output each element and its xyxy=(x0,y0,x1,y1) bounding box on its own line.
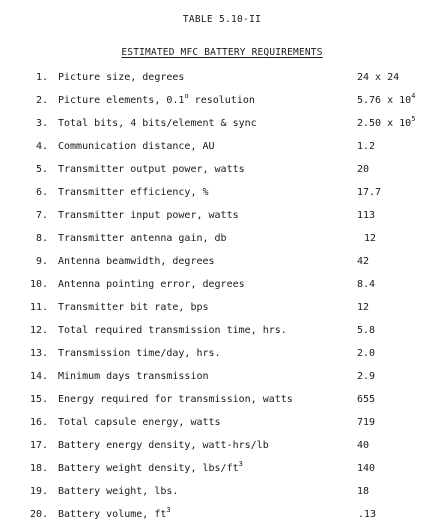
row-label-text: Battery weight density, lbs/ft xyxy=(58,463,239,474)
row-value-text: 18 xyxy=(357,486,370,497)
row-value-text: 1.2 xyxy=(357,141,376,152)
row-value-exponent: 4 xyxy=(411,92,416,100)
row-value-text: 24 x 24 xyxy=(357,72,400,83)
row-value xyxy=(357,486,369,497)
row-label xyxy=(58,118,257,129)
row-number: 20. xyxy=(29,509,48,520)
row-value xyxy=(357,325,375,336)
row-label xyxy=(58,325,287,336)
row-number: 2. xyxy=(35,95,48,106)
row-label xyxy=(58,256,215,267)
row-value-text: 5.76 x 10 xyxy=(357,95,412,106)
row-label-text: Battery volume, ft xyxy=(58,509,167,520)
row-label xyxy=(58,417,221,428)
row-number: 9. xyxy=(35,256,48,267)
row-number: 15. xyxy=(29,394,48,405)
row-label xyxy=(58,394,293,405)
row-number: 10. xyxy=(29,279,48,290)
row-label-text: Minimum days transmission xyxy=(58,371,209,382)
table-row xyxy=(0,440,444,463)
row-number: 11. xyxy=(29,302,48,313)
row-label-text: Total required transmission time, hrs. xyxy=(58,325,287,336)
row-value-text: 17.7 xyxy=(357,187,382,198)
row-number: 19. xyxy=(29,486,48,497)
row-value-text: 2.0 xyxy=(357,348,376,359)
table-row xyxy=(0,506,444,532)
row-number: 3. xyxy=(35,118,48,129)
row-value xyxy=(357,187,381,198)
row-value xyxy=(357,72,399,83)
row-label-text: Total capsule energy, watts xyxy=(58,417,221,428)
table-row xyxy=(0,115,444,141)
table-row xyxy=(0,279,444,302)
row-number: 16. xyxy=(29,417,48,428)
table-row xyxy=(0,187,444,210)
row-value xyxy=(357,302,369,313)
row-label xyxy=(58,440,269,451)
row-label-text: Total bits, 4 bits/element & sync xyxy=(58,118,257,129)
row-label xyxy=(58,92,255,106)
table-row xyxy=(0,72,444,95)
row-value-text: 20 xyxy=(357,164,370,175)
row-value-text: 2.50 x 10 xyxy=(357,118,412,129)
table-row xyxy=(0,233,444,256)
table-row xyxy=(0,302,444,325)
row-value xyxy=(357,371,375,382)
row-value xyxy=(357,279,375,290)
row-number: 13. xyxy=(29,348,48,359)
table-row xyxy=(0,164,444,187)
row-value-text: 719 xyxy=(357,417,376,428)
row-label xyxy=(58,187,209,198)
row-number: 12. xyxy=(29,325,48,336)
row-label xyxy=(58,302,209,313)
row-label-text: Picture size, degrees xyxy=(58,72,185,83)
row-label xyxy=(58,460,243,474)
table-row xyxy=(0,141,444,164)
row-label xyxy=(58,371,209,382)
table-title xyxy=(0,47,444,58)
row-label-text: Battery energy density, watt-hrs/lb xyxy=(58,440,269,451)
row-value xyxy=(358,509,376,520)
row-value-text: 40 xyxy=(357,440,370,451)
row-number: 6. xyxy=(35,187,48,198)
row-value-text: 113 xyxy=(357,210,376,221)
row-label xyxy=(58,506,171,520)
row-label-text: Transmitter output power, watts xyxy=(58,164,245,175)
row-value xyxy=(357,417,375,428)
table-row xyxy=(0,256,444,279)
row-number: 17. xyxy=(29,440,48,451)
row-value-text: 655 xyxy=(357,394,376,405)
row-label-superscript: 3 xyxy=(238,460,243,468)
row-label-text: Transmission time/day, hrs. xyxy=(58,348,221,359)
row-label-text: Communication distance, AU xyxy=(58,141,215,152)
row-label-text: Transmitter efficiency, % xyxy=(58,187,209,198)
row-value-text: 8.4 xyxy=(357,279,376,290)
row-value xyxy=(357,348,375,359)
row-value xyxy=(364,233,376,244)
row-value xyxy=(357,463,375,474)
row-number: 1. xyxy=(35,72,48,83)
row-label xyxy=(58,233,227,244)
row-value xyxy=(357,394,375,405)
table-number: TABLE 5.10-II xyxy=(182,14,262,25)
row-value xyxy=(357,210,375,221)
row-value-text: 5.8 xyxy=(357,325,376,336)
table-row xyxy=(0,460,444,486)
table-row xyxy=(0,92,444,118)
row-label-text: Transmitter antenna gain, db xyxy=(58,233,227,244)
table-row xyxy=(0,371,444,394)
table-row xyxy=(0,486,444,509)
row-label-text: Transmitter input power, watts xyxy=(58,210,239,221)
row-value-text: 12 xyxy=(357,302,370,313)
row-label-text: Picture elements, 0.1 xyxy=(58,95,185,106)
row-value-text: 12 xyxy=(364,233,377,244)
row-label-superscript: o xyxy=(184,92,189,100)
row-label-text: Energy required for transmission, watts xyxy=(58,394,293,405)
table-row xyxy=(0,417,444,440)
row-label xyxy=(58,210,239,221)
row-label xyxy=(58,141,215,152)
row-label-text: Transmitter bit rate, bps xyxy=(58,302,209,313)
row-value xyxy=(357,440,369,451)
row-label-suffix: resolution xyxy=(188,95,255,106)
requirements-list xyxy=(0,72,444,532)
row-value xyxy=(357,141,375,152)
row-label-text: Battery weight, lbs. xyxy=(58,486,179,497)
row-label-superscript: 3 xyxy=(166,506,171,514)
row-number: 14. xyxy=(29,371,48,382)
row-label xyxy=(58,348,221,359)
row-number: 18. xyxy=(29,463,48,474)
table-row xyxy=(0,210,444,233)
table-row xyxy=(0,394,444,417)
row-value-exponent: 5 xyxy=(411,115,416,123)
row-value-text: 42 xyxy=(357,256,370,267)
row-number: 8. xyxy=(35,233,48,244)
row-value xyxy=(357,164,369,175)
row-value-text: 2.9 xyxy=(357,371,376,382)
row-value-text: 140 xyxy=(357,463,376,474)
row-value-text: .13 xyxy=(358,509,377,520)
table-row xyxy=(0,325,444,348)
row-value xyxy=(357,115,416,129)
row-label xyxy=(58,72,184,83)
row-label-text: Antenna pointing error, degrees xyxy=(58,279,245,290)
row-number: 4. xyxy=(35,141,48,152)
row-number: 7. xyxy=(35,210,48,221)
table-row xyxy=(0,348,444,371)
row-value xyxy=(357,256,369,267)
row-number: 5. xyxy=(35,164,48,175)
row-value xyxy=(357,92,416,106)
row-label-text: Antenna beamwidth, degrees xyxy=(58,256,215,267)
row-label xyxy=(58,486,178,497)
table-title-text: ESTIMATED MFC BATTERY REQUIREMENTS xyxy=(121,47,323,58)
row-label xyxy=(58,164,245,175)
row-label xyxy=(58,279,245,290)
